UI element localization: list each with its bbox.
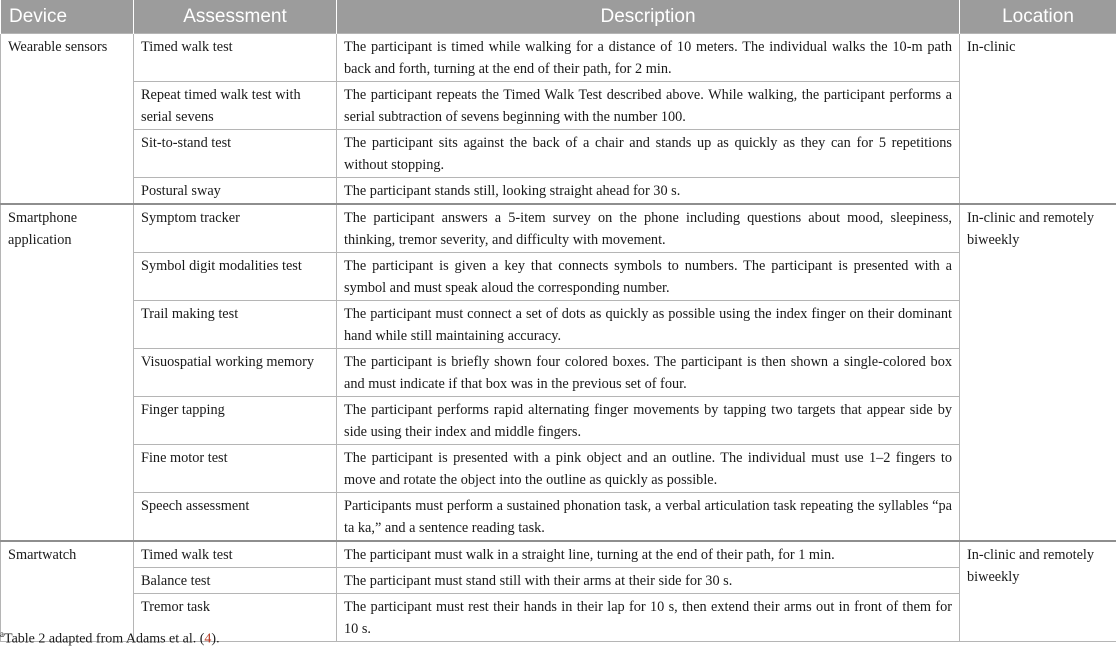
footnote-marker: a — [0, 629, 4, 639]
assessment-cell: Symptom tracker — [134, 204, 337, 253]
table-row — [1, 493, 1116, 542]
description-cell: Participants must perform a sustained phonation task, a verbal articulation task repeating the syllables “pa ta ka,” and a sentence reading task. — [337, 493, 960, 542]
table-row — [1, 204, 1116, 253]
assessment-cell: Visuospatial working memory — [134, 349, 337, 397]
description-cell: The participant is given a key that connects symbols to numbers. The participant is presented with a symbol and must speak aloud the corresponding number. — [337, 253, 960, 301]
description-cell: The participant stands still, looking straight ahead for 30 s. — [337, 178, 960, 205]
header-assessment: Assessment — [134, 0, 337, 34]
description-cell: The participant must stand still with their arms at their side for 30 s. — [337, 568, 960, 594]
description-cell: The participant must rest their hands in their lap for 10 s, then extend their arms out in front of them for 10 s. — [337, 594, 960, 642]
location-cell: In-clinic and remotely biweekly — [960, 541, 1116, 642]
description-cell: The participant is briefly shown four colored boxes. The participant is then shown a single-colored box and must indicate if that box was in the previous set of four. — [337, 349, 960, 397]
description-cell: The participant is presented with a pink object and an outline. The individual must use 1–2 fingers to move and rotate the object into the outline as quickly as possible. — [337, 445, 960, 493]
description-cell: The participant is timed while walking for a distance of 10 meters. The individual walks the 10-m path back and forth, turning at the end of their path, for 2 min. — [337, 34, 960, 82]
table-row — [1, 34, 1116, 82]
table-row — [1, 253, 1116, 301]
table-row — [1, 178, 1116, 205]
assessment-cell: Postural sway — [134, 178, 337, 205]
table-row — [1, 349, 1116, 397]
table-body — [1, 34, 1116, 642]
device-cell: Smartwatch — [1, 541, 134, 642]
assessment-cell: Speech assessment — [134, 493, 337, 542]
header-description: Description — [337, 0, 960, 34]
assessment-cell: Fine motor test — [134, 445, 337, 493]
assessment-cell: Sit-to-stand test — [134, 130, 337, 178]
assessment-cell: Symbol digit modalities test — [134, 253, 337, 301]
device-cell: Wearable sensors — [1, 34, 134, 205]
footnote-reference-link[interactable]: 4 — [204, 631, 212, 647]
table-row — [1, 397, 1116, 445]
table-footnote — [0, 629, 220, 648]
description-cell: The participant must walk in a straight line, turning at the end of their path, for 1 min. — [337, 541, 960, 568]
table-row — [1, 568, 1116, 594]
location-cell: In-clinic — [960, 34, 1116, 205]
table-row — [1, 445, 1116, 493]
assessment-cell: Timed walk test — [134, 34, 337, 82]
assessment-cell: Finger tapping — [134, 397, 337, 445]
assessment-cell: Timed walk test — [134, 541, 337, 568]
table-row — [1, 541, 1116, 568]
table-row — [1, 301, 1116, 349]
footnote-suffix: ). — [211, 631, 220, 647]
description-cell: The participant repeats the Timed Walk Test described above. While walking, the participant performs a serial subtraction of sevens beginning with the number 100. — [337, 82, 960, 130]
description-cell: The participant must connect a set of dots as quickly as possible using the index finger on their dominant hand while still maintaining accuracy. — [337, 301, 960, 349]
description-cell: The participant sits against the back of a chair and stands up as quickly as they can for 5 repetitions without stopping. — [337, 130, 960, 178]
assessment-cell: Balance test — [134, 568, 337, 594]
table-row — [1, 130, 1116, 178]
description-cell: The participant performs rapid alternating finger movements by tapping two targets that appear side by side using their index and middle fingers. — [337, 397, 960, 445]
header-device: Device — [1, 0, 134, 34]
assessment-cell: Trail making test — [134, 301, 337, 349]
description-cell: The participant answers a 5-item survey on the phone including questions about mood, sleepiness, thinking, tremor severity, and difficulty with movement. — [337, 204, 960, 253]
assessment-cell: Repeat timed walk test with serial sevens — [134, 82, 337, 130]
header-location: Location — [960, 0, 1116, 34]
header-row — [1, 0, 1116, 34]
table-row — [1, 82, 1116, 130]
footnote-text: Table 2 adapted from Adams et al. ( — [4, 631, 205, 647]
device-cell: Smartphone application — [1, 204, 134, 541]
location-cell: In-clinic and remotely biweekly — [960, 204, 1116, 541]
assessment-cell: Tremor task — [134, 594, 337, 642]
